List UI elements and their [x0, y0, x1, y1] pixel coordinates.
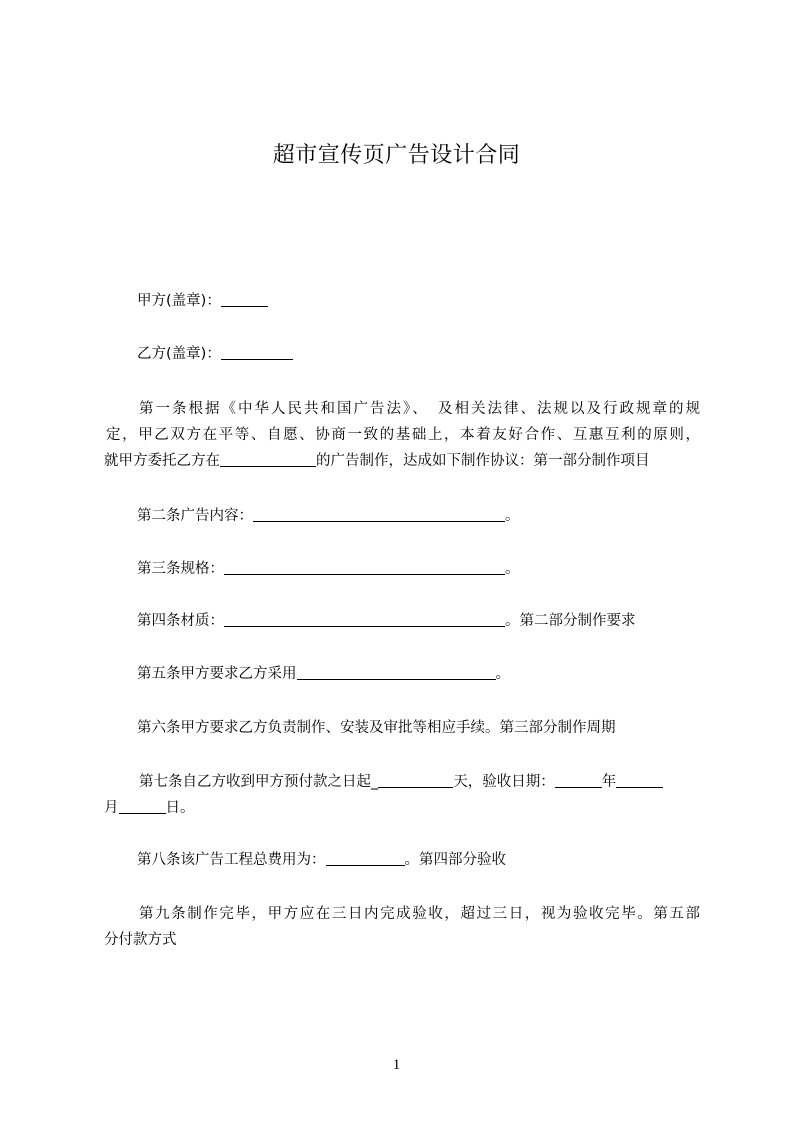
article-1-blank: [220, 452, 316, 468]
article-3-blank: [224, 560, 505, 576]
article-7-mid: 天，验收日期：: [453, 774, 555, 790]
article-7-day-blank: [119, 799, 166, 815]
article-8-end: 。第四部分验收: [404, 852, 506, 868]
article-8: [137, 847, 506, 873]
article-7-year-blank: [555, 773, 602, 789]
article-9: [104, 901, 700, 953]
article-7-line-1: [104, 769, 700, 795]
article-5-label: 第五条甲方要求乙方采用: [137, 666, 297, 682]
article-5: [137, 661, 510, 687]
article-2-blank: [253, 507, 505, 523]
article-4-end: 。第二部分制作要求: [505, 613, 636, 629]
article-4-label: 第四条材质：: [137, 613, 224, 629]
article-2: [137, 503, 520, 529]
article-2-end: 。: [505, 508, 520, 524]
article-1-line-1: 第一条根据《中华人民共和国广告法》、 及相关法律、法规以及行政规章的规: [139, 401, 700, 417]
article-3-end: 。: [505, 561, 520, 577]
article-9-line-2: 分付款方式: [104, 932, 177, 948]
article-1-line-2: 定，甲乙双方在平等、自愿、协商一致的基础上，本着友好合作、互惠互利的原则，: [106, 427, 700, 443]
article-9-line-1: 第九条制作完毕，甲方应在三日内完成验收，超过三日，视为验收完毕。第五部: [139, 906, 700, 922]
page-number: 1: [392, 1057, 401, 1073]
article-7-month: 月: [104, 800, 119, 816]
party-a-blank: [221, 292, 268, 308]
article-7-month-blank: [616, 773, 663, 789]
article-1: [104, 396, 700, 474]
article-5-blank: [297, 665, 496, 681]
party-b-label: 乙方(盖章)：: [137, 346, 221, 362]
article-7: [104, 769, 700, 821]
party-a-line: [137, 288, 268, 314]
article-2-label: 第二条广告内容：: [137, 508, 253, 524]
page-title: 超市宣传页广告设计合同: [272, 143, 521, 168]
article-5-end: 。: [495, 666, 510, 682]
article-6: [137, 715, 616, 741]
article-1-line-3-start: 就甲方委托乙方在: [104, 453, 220, 469]
article-7-days-blank: [378, 773, 453, 789]
article-7-line-2: [104, 795, 700, 821]
article-3-label: 第三条规格：: [137, 561, 224, 577]
party-b-blank: [221, 345, 293, 361]
article-4: [137, 608, 636, 634]
article-6-text: 第六条甲方要求乙方负责制作、安装及审批等相应手续。第三部分制作周期: [137, 720, 616, 736]
party-a-label: 甲方(盖章)：: [137, 293, 221, 309]
article-7-start: 第七条自乙方收到甲方预付款之日起_: [139, 774, 379, 790]
article-7-day: 日。: [165, 800, 195, 816]
party-b-line: [137, 341, 293, 367]
article-8-blank: [326, 851, 405, 867]
article-8-label: 第八条该广告工程总费用为：: [137, 852, 326, 868]
article-7-year: 年: [601, 774, 617, 790]
article-4-blank: [224, 612, 505, 628]
article-1-line-3: [104, 448, 700, 474]
article-1-line-3-end: 的广告制作，达成如下制作协议：第一部分制作项目: [316, 453, 650, 469]
article-3: [137, 556, 520, 582]
